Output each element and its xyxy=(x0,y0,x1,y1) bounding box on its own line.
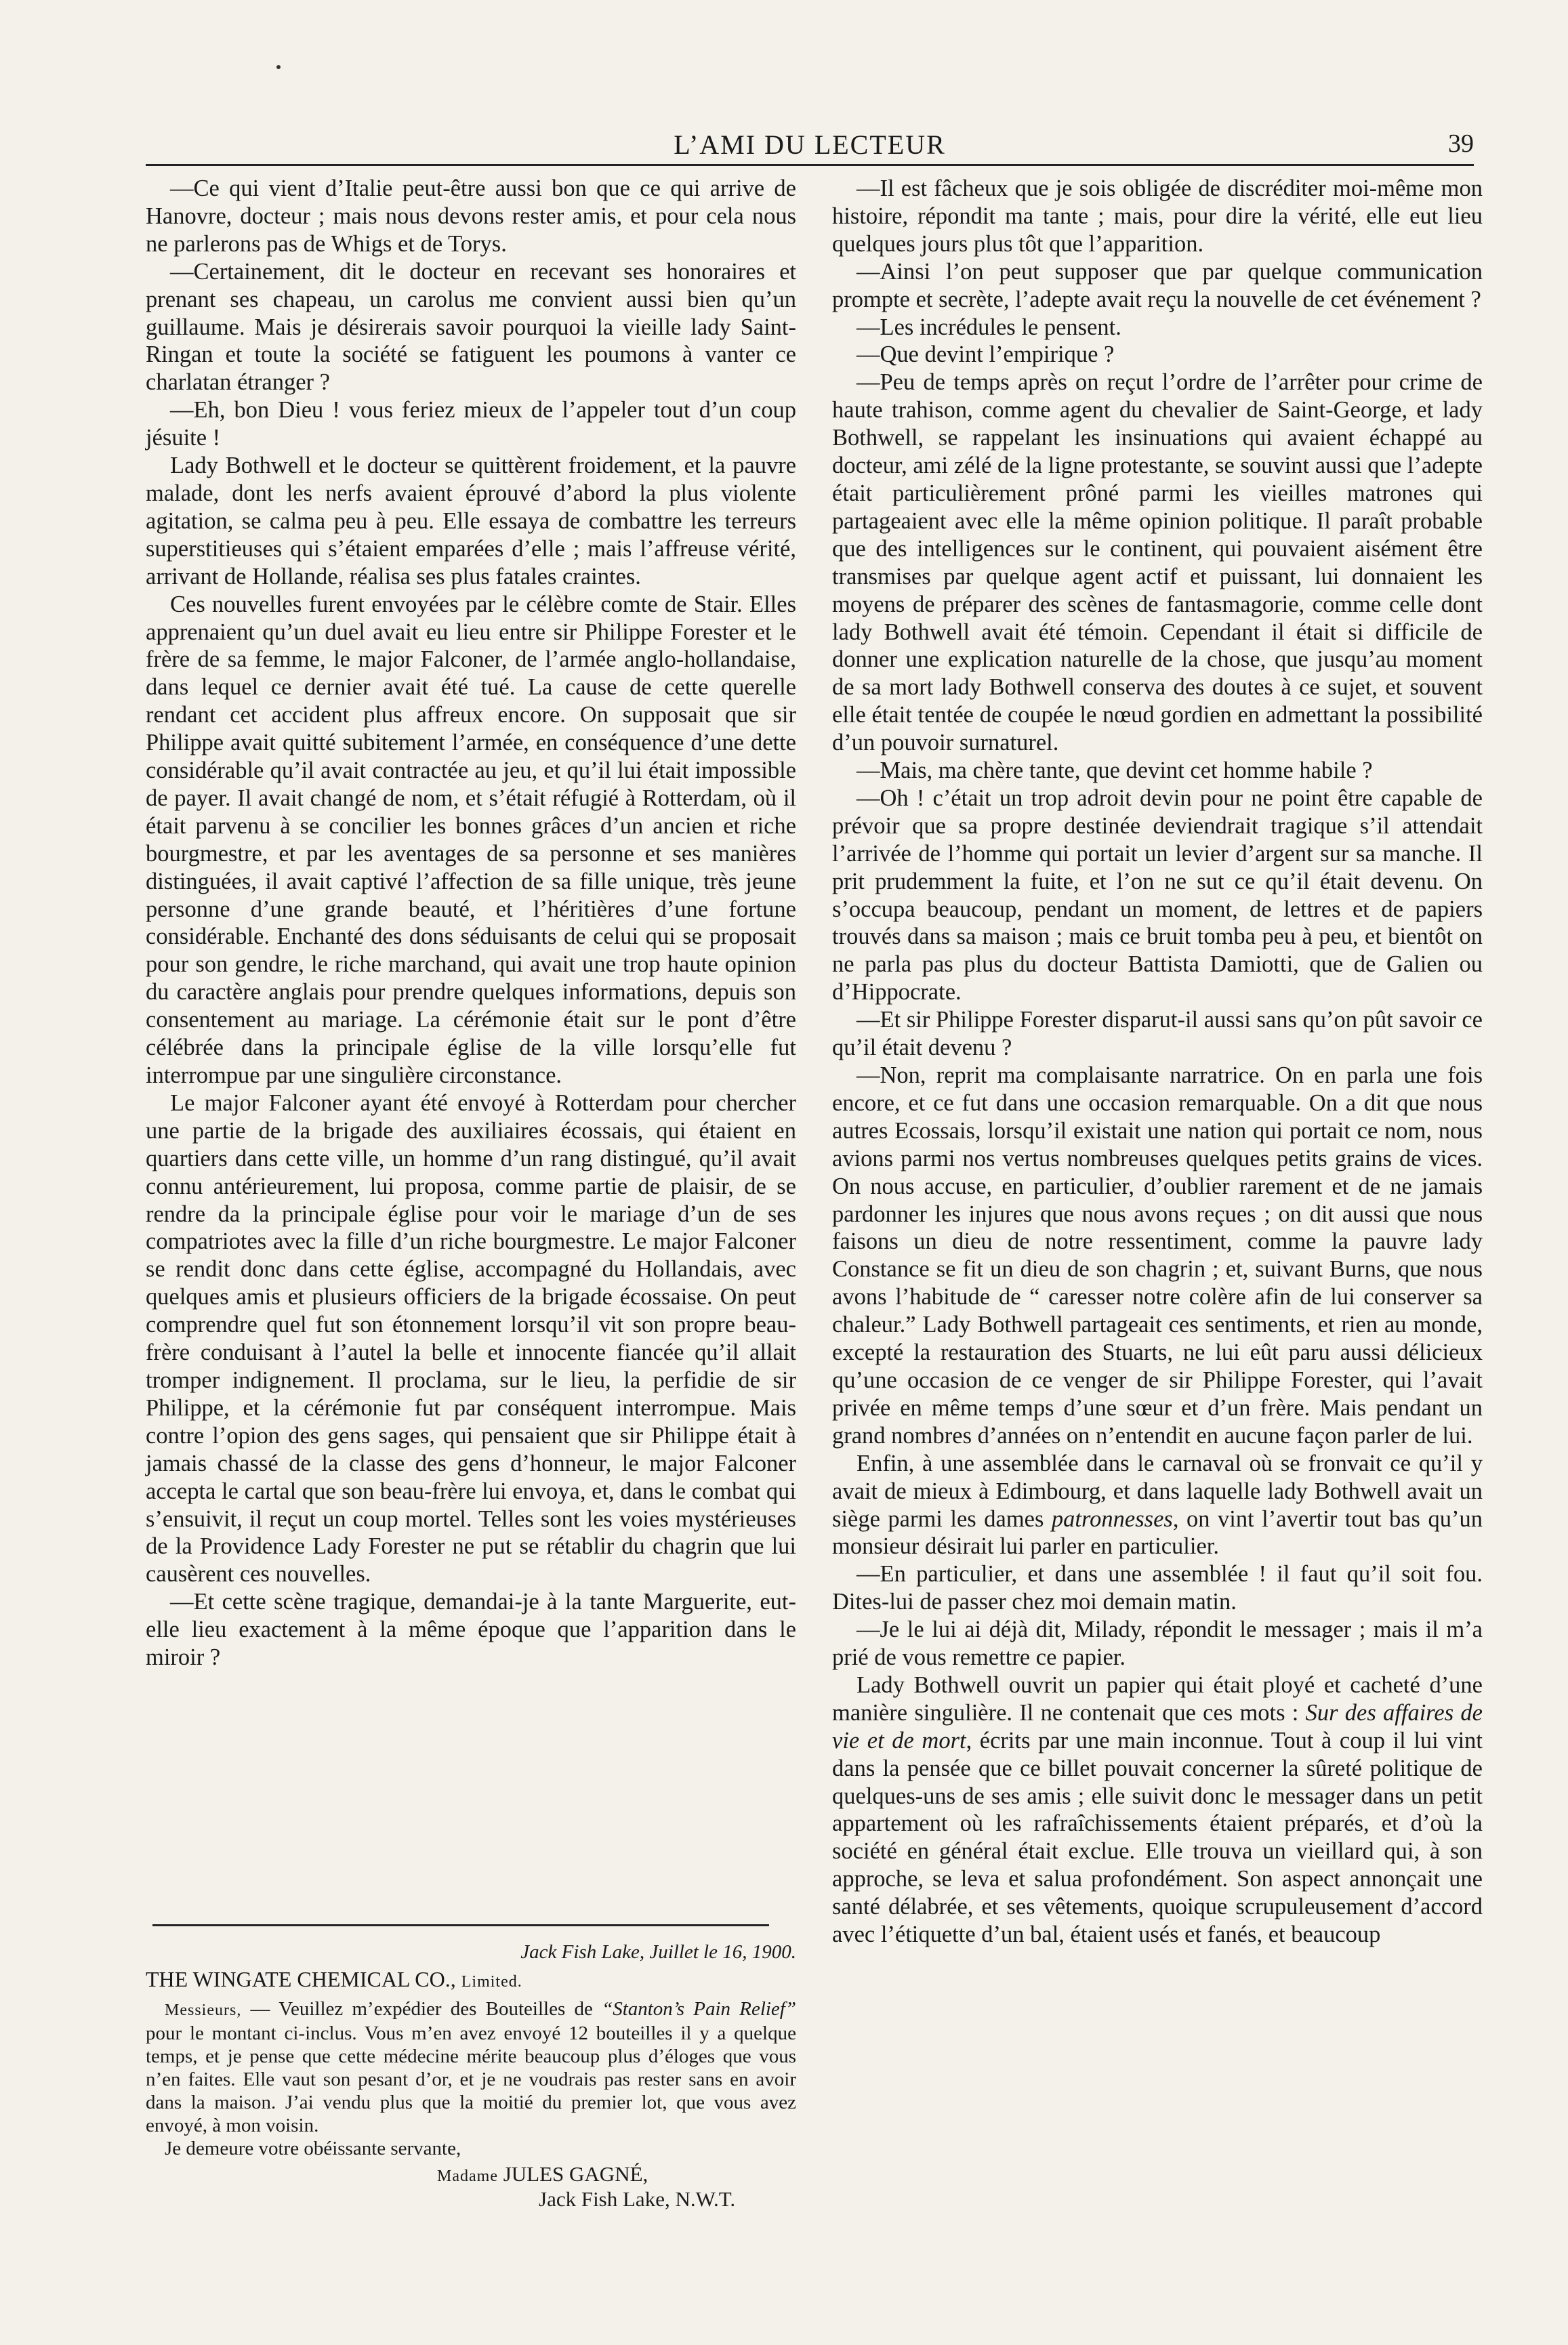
paragraph: —Peu de temps après on reçut l’ordre de l’arrêter pour crime de haute trahison, comme agent du chevalier de Saint-George, et lady Bothwell, se rappelant les insinuations qui avaient échappé au docteur, ami zélé de la ligne protestante, se souvint aussi que l’adepte était particulièrement prôné parmi les vieilles matrones qui partageaient avec elle la même opinion politique. Il paraît probable que des intelligences sur le continent, qui pouvaient aisément être transmises par quelque agent actif et puissant, lui donnaient les moyens de préparer des scènes de fantasmagorie, comme celle dont lady Bothwell avait été témoin. Cependant il était si difficile de donner une explication naturelle de la chose, que jusqu’au moment de sa mort lady Bothwell conserva des doutes à ce sujet, et souvent elle était tentée de coupée le nœud gordien en admettant la possibilité d’un pouvoir surnaturel. xyxy=(832,369,1483,756)
paragraph: —Eh, bon Dieu ! vous feriez mieux de l’appeler tout d’un coup jésuite ! xyxy=(146,397,796,451)
paragraph: —Ainsi l’on peut supposer que par quelque communication prompte et secrète, l’adepte avait reçu la nouvelle de cet événement ? xyxy=(832,258,1483,312)
paragraph: —Et sir Philippe Forester disparut-il aussi sans qu’on pût savoir ce qu’il était devenu ? xyxy=(832,1007,1483,1061)
company-main: THE WINGATE CHEMICAL CO., xyxy=(146,1967,456,1991)
paragraph: —Mais, ma chère tante, que devint cet homme habile ? xyxy=(857,758,1373,784)
paragraph: —Ce qui vient d’Italie peut-être aussi bon que ce qui arrive de Hanovre, docteur ; mais nous devons rester amis, et pour cela nous ne parlerons pas de Whigs et de Torys. xyxy=(146,175,796,257)
left-column xyxy=(146,175,796,1672)
paragraph: —Oh ! c’était un trop adroit devin pour ne point être capable de prévoir que sa propre destinée deviendrait tragique s’il attendait l’arrivée de l’homme qui portait un levier d’argent sur sa manche. Il prit prudemment la fuite, et l’on ne sut ce qu’il était devenu. On s’occupa beaucoup, pendant un moment, de lettres et de papiers trouvés dans sa maison ; mais ce bruit tomba peu à peu, et bientôt on ne parla pas plus du docteur Battista Damiotti, que de Galien ou d’Hippocrate. xyxy=(832,785,1483,1005)
letter-text-1: — Veuillez m’expédier des Bouteilles de xyxy=(241,1998,602,2020)
letter-text-2: pour le montant ci-inclus. Vous m’en avez envoyé 12 bouteilles il y a quelque temps, et je pense que cette médecine mérite beaucoup plus d’éloges que vous n’en faites. Elle vaut son pesant d’or, et je ne voudrais pas rester sans en avoir dans la maison. J’ai vendu plus que la moitié du premier lot, que vous avez envoyé, à mon voisin. xyxy=(146,2022,796,2136)
page-number: 39 xyxy=(1448,129,1474,158)
letter-body xyxy=(146,1997,796,2137)
paragraph: —Il est fâcheux que je sois obligée de discréditer moi-même mon histoire, répondit ma tante ; mais, pour dire la vérité, elle eut lieu quelques jours plus tôt que l’apparition. xyxy=(832,175,1483,257)
signature xyxy=(437,2163,796,2188)
signer-name: JULES GAGNÉ, xyxy=(503,2162,648,2186)
testimonial-advertisement xyxy=(146,1938,796,2211)
letter-date: Jack Fish Lake, Juillet le 16, 1900. xyxy=(520,1941,796,1963)
signer-place: Jack Fish Lake, N.W.T. xyxy=(539,2187,736,2211)
italic-term: patronnesses xyxy=(1051,1506,1173,1532)
paragraph: —En particulier, et dans une assemblée ! il faut qu’il soit fou. Dites-lui de passer chez moi demain matin. xyxy=(832,1561,1483,1615)
running-title: L’AMI DU LECTEUR xyxy=(674,129,946,160)
advertisement-divider xyxy=(152,1924,769,1926)
signer-title: Madame xyxy=(437,2167,498,2185)
paragraph xyxy=(832,1450,1483,1561)
text-run: Enfin, à une assemblée dans le carnaval où se fronvait ce qu’il y avait de mieux à Edimbourg, et dans laquelle lady Bothwell avait un siège parmi les dames xyxy=(832,1450,1483,1532)
paragraph: —Les incrédules le pensent. xyxy=(857,314,1121,340)
salutation: Messieurs, xyxy=(165,2001,242,2019)
company-name xyxy=(146,1968,796,1993)
paragraph: Lady Bothwell et le docteur se quittèrent froidement, et la pauvre malade, dont les nerfs avaient éprouvé d’abord la plus violente agitation, se calma peu à peu. Elle essaya de combattre les terreurs superstitieuses qui s’étaient emparées d’elle ; mais l’affreuse vérité, arrivant de Hollande, réalisa ses plus fatales craintes. xyxy=(146,453,796,589)
paragraph: —Certainement, dit le docteur en recevant ses honoraires et prenant ses chapeau, un carolus me convient aussi bien qu’un guillaume. Mais je désirerais savoir pourquoi la vieille lady Saint-Ringan et toute la société se fatiguent les poumons à vanter ce charlatan étranger ? xyxy=(146,258,796,396)
paragraph: —Non, reprit ma complaisante narratrice. On en parla une fois encore, et ce fut dans une occasion remarquable. On a dit que nous autres Ecossais, lorsqu’il existait une nation qui portait ce nom, nous avions parmi nos vertus nombreuses quelques petits grains de vices. On nous accuse, en particulier, d’oublier rarement et de ne jamais pardonner les injures que nous avons reçues ; on dit aussi que nous faisons un dieu de notre ressentiment, comme la pauvre lady Constance se fit un dieu de son chagrin ; et, suivant Burns, que nous avons l’habitude de “ caresser notre colère afin de lui conserver sa chaleur.” Lady Bothwell partageait ces sentiments, et rien au monde, excepté la restauration des Stuarts, ne lui eût paru aussi délicieux qu’une occasion de ce venger de sir Philippe Forester, qui l’avait privée en même temps d’une sœur et d’un frère. Mais pendant un grand nombres d’années on n’entendit en aucune façon parler de lui. xyxy=(832,1062,1483,1449)
right-column xyxy=(832,175,1483,1949)
paragraph xyxy=(832,1672,1483,1949)
paragraph: —Et cette scène tragique, demandai-je à la tante Marguerite, eut-elle lieu exactement à la même époque que l’apparition dans le miroir ? xyxy=(146,1589,796,1671)
paragraph: —Que devint l’empirique ? xyxy=(857,341,1115,368)
company-suffix: Limited. xyxy=(461,1973,522,1991)
product-name: “Stanton’s Pain Relief” xyxy=(602,1998,796,2020)
text-run: , écrits par une main inconnue. Tout à coup il lui vint dans la pensée que ce billet pouvait concerner la sûreté politique de quelques-uns de ses amis ; elle suivit donc le messager dans un petit appartement où les rafraîchissements étaient préparés, et d’où la société en général était exclue. Elle trouva un vieillard qui, à son approche, se leva et salua profondément. Son aspect annonçait une santé délabrée, et ses vêtements, quoique scrupuleusement d’accord avec l’étiquette d’un bal, étaient usés et fanés, et beaucoup xyxy=(832,1727,1483,1948)
text-run: Lady Bothwell ouvrit un papier qui était ployé et cacheté d’une manière singulière. Il ne contenait que ces mots : xyxy=(832,1672,1483,1726)
text-run: , on vint l’avertir tout bas qu’un monsieur désirait lui parler en particulier. xyxy=(832,1506,1483,1560)
italic-quote: Sur des affaires de vie et de mort xyxy=(832,1699,1483,1753)
paragraph: —Je le lui ai déjà dit, Milady, répondit le messager ; mais il m’a prié de vous remettre ce papier. xyxy=(832,1617,1483,1671)
print-speck xyxy=(276,65,281,69)
page-header xyxy=(146,123,1474,166)
letter-closing: Je demeure votre obéissante servante, xyxy=(165,2138,461,2159)
paragraph: Ces nouvelles furent envoyées par le célèbre comte de Stair. Elles apprenaient qu’un duel avait eu lieu entre sir Philippe Forester et le frère de sa femme, le major Falconer, de l’armée anglo-hollandaise, dans lequel ce dernier avait été tué. La cause de cette querelle rendant cet accident plus affreux encore. On supposait que sir Philippe avait quitté subitement l’armée, en conséquence d’une dette considérable qu’il avait contractée au jeu, et qu’il lui était impossible de payer. Il avait changé de nom, et s’était réfugié à Rotterdam, où il était parvenu à se concilier les bonnes grâces d’un ancien et riche bourgmestre, et par les aventages de sa personne et ses manières distinguées, il avait captivé l’affection de sa fille unique, très jeune personne d’une grande beauté, et l’héritières d’une fortune considérable. Enchanté des dons séduisants de celui qui se proposait pour son gendre, le riche marchand, qui avait une trop haute opinion du caractère anglais pour prendre quelques informations, depuis son consentement au mariage. La cérémonie était sur le pont d’être célébrée dans la principale église de la ville lorsqu’elle fut interrompue par une singulière circonstance. xyxy=(146,591,796,1088)
paragraph: Le major Falconer ayant été envoyé à Rotterdam pour chercher une partie de la brigade des auxiliaires écossais, qui étaient en quartiers dans cette ville, un homme d’un rang distingué, qu’il avait connu antérieurement, lui proposa, comme partie de plaisir, de se rendre da la principale église pour voir le mariage d’un de ses compatriotes avec la fille d’un riche bourgmestre. Le major Falconer se rendit donc dans cette église, accompagné du Hollandais, avec quelques amis et plusieurs officiers de la brigade écossaise. On peut comprendre quel fut son étonnement lorsqu’il vit son propre beau-frère conduisant à l’autel la belle et innocente fiancée qu’il allait tromper indignement. Il proclama, sur le lieu, la perfidie de sir Philippe, et la cérémonie fut par conséquent interrompue. Mais contre l’opion des gens sages, qui pensaient que sir Philippe était à jamais chassé de la classe des gens d’honneur, le major Falconer accepta le cartal que son beau-frère lui envoya, et, dans le combat qui s’ensuivit, il reçut un coup mortel. Telles sont les voies mystérieuses de la Providence Lady Forester ne put se rétablir du chagrin que lui causèrent ces nouvelles. xyxy=(146,1090,796,1587)
